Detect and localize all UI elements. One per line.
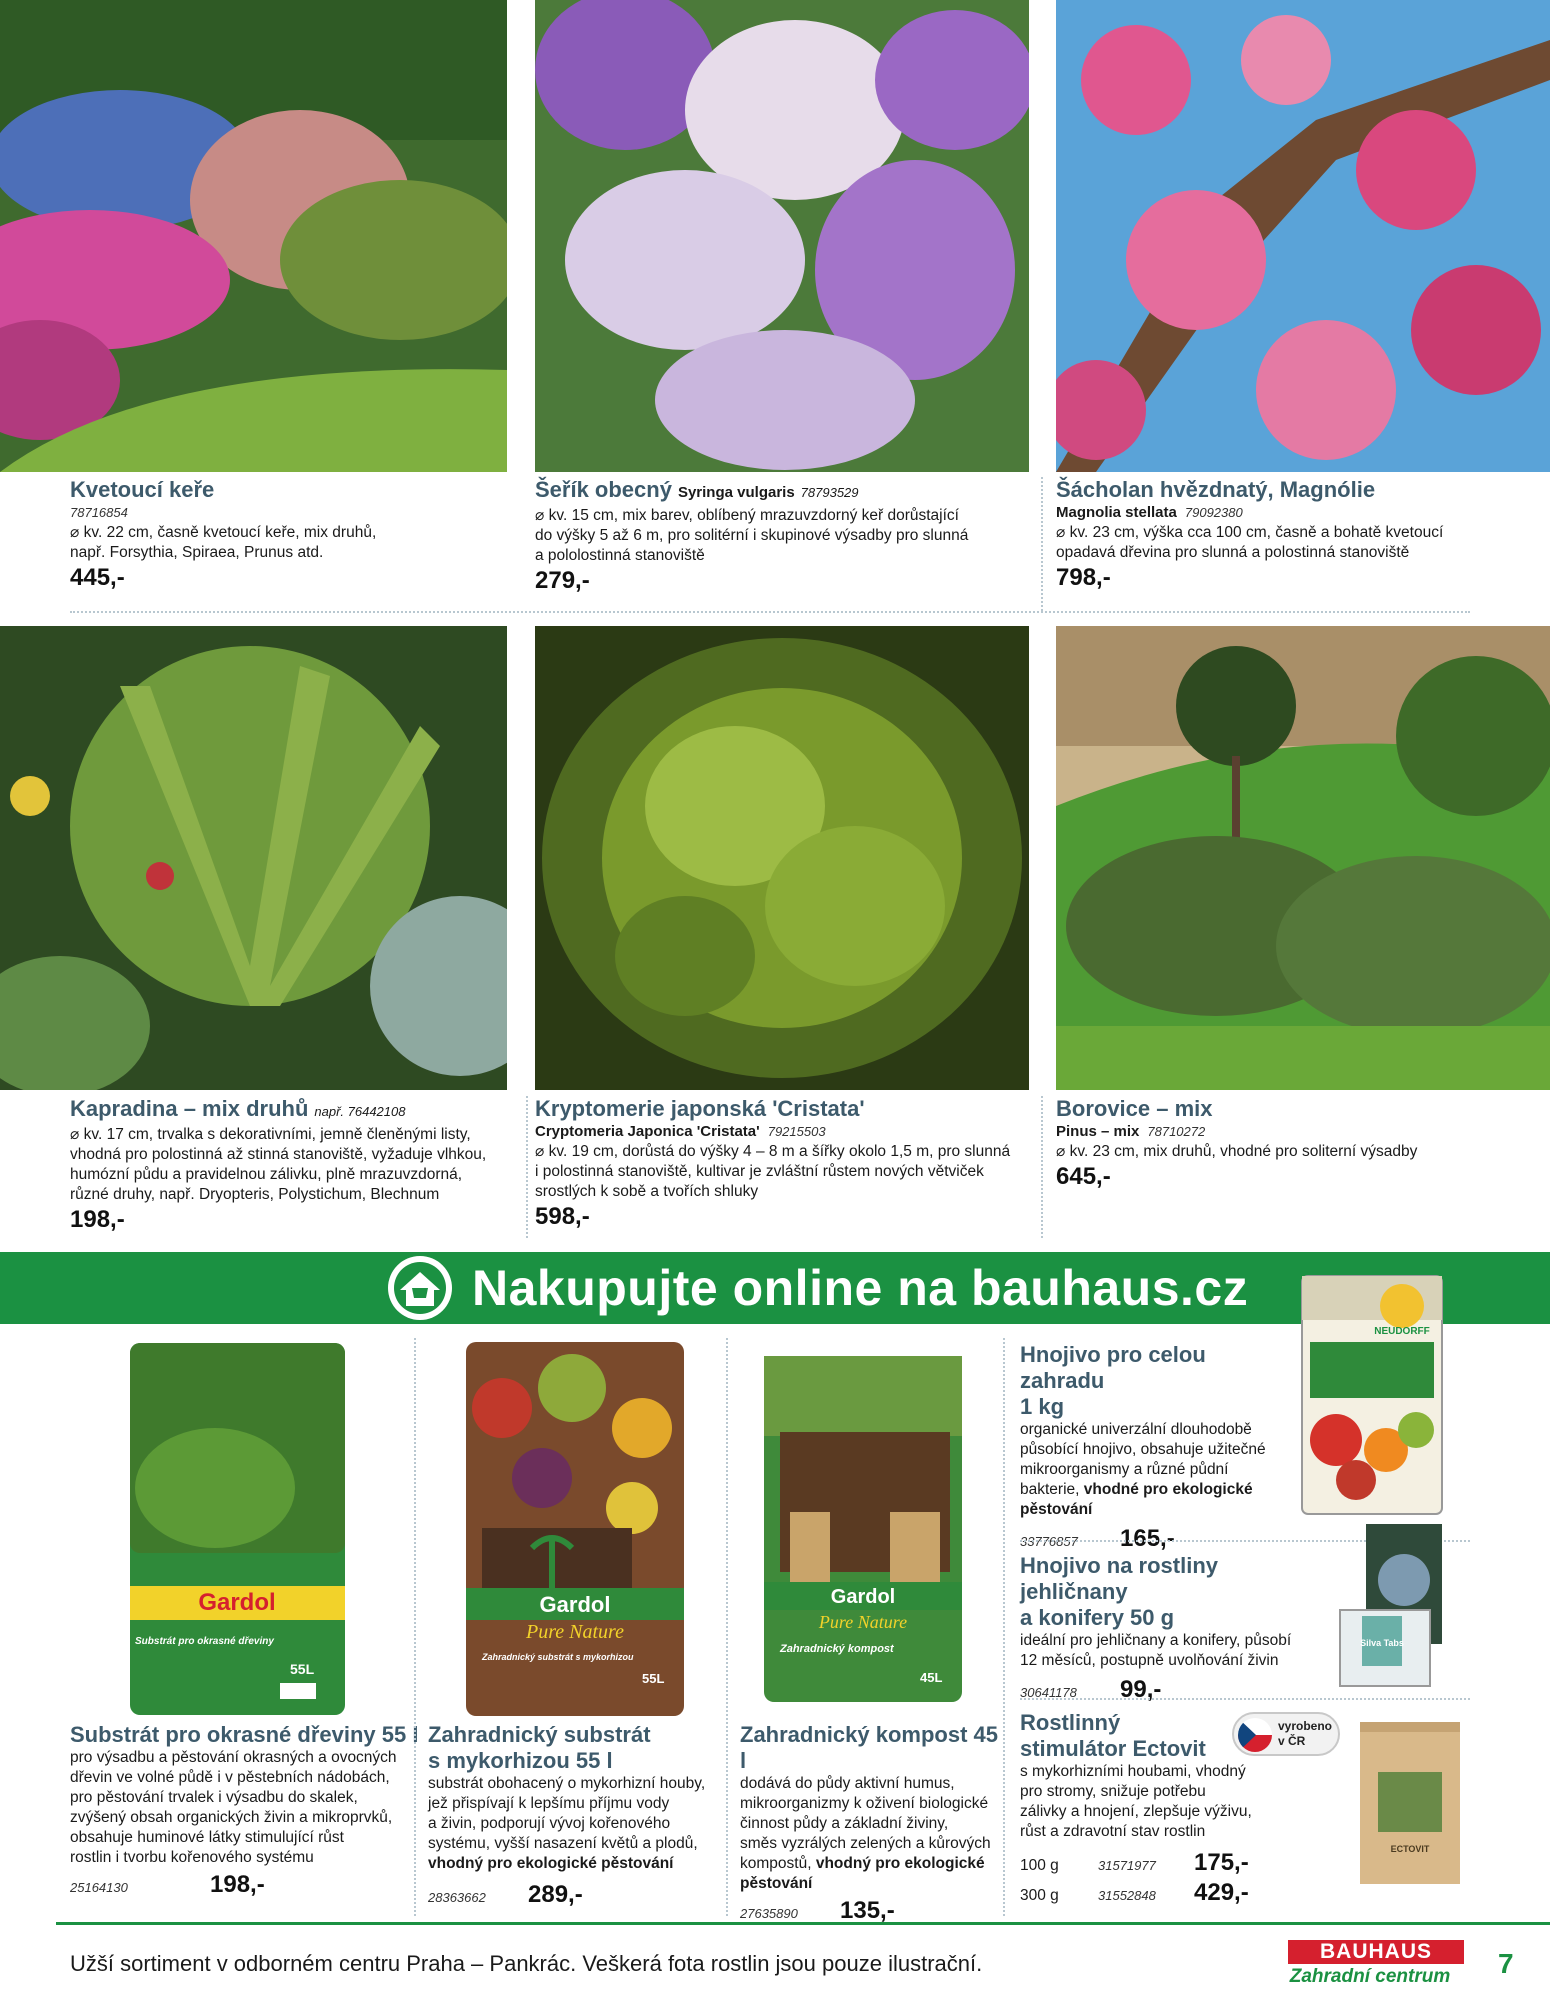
product-hnojivo-zahrada [1020, 1342, 1292, 1554]
ectovit-pouch [1354, 1712, 1466, 1890]
product-code: 25164130 [70, 1880, 128, 1895]
product-desc: pro výsadbu a pěstování okrasných a ovocných dřevin ve volné půdě i v pěstebních nádobách, pro pěstování trvalek i výsadbu do skalek, zvýšený obsah organických živin a mikroprvků, obsahuje huminové látky stimulující růst rostlin i tvorbu kořenového systému [70, 1749, 397, 1866]
cryptomeria-photo [535, 626, 1029, 1090]
magnolia-photo [1056, 0, 1550, 472]
product-price: 289,- [528, 1881, 583, 1908]
product-kryptomerie [535, 1096, 1045, 1232]
product-price: 445,- [70, 564, 125, 591]
divider [726, 1338, 728, 1916]
divider [1020, 1698, 1470, 1700]
bauhaus-logo: BAUHAUS [1288, 1940, 1464, 1964]
product-latin-name: Cryptomeria Japonica 'Cristata' [535, 1123, 760, 1140]
product-substrat-mykorhiza [428, 1722, 728, 1910]
product-desc: ⌀ kv. 23 cm, mix druhů, vhodné pro soliterní výsadby [1056, 1143, 1418, 1160]
product-price: 135,- [840, 1897, 895, 1924]
badge-text: vyrobeno v ČR [1278, 1719, 1333, 1748]
product-name: Borovice – mix [1056, 1096, 1213, 1121]
product-latin-name: Magnolia stellata [1056, 504, 1177, 521]
fern-photo [0, 626, 507, 1090]
product-code: např. 76442108 [314, 1104, 406, 1119]
product-price: 198,- [210, 1871, 265, 1898]
product-code: 33776857 [1020, 1534, 1078, 1549]
product-desc: ideální pro jehličnany a konifery, působí 12 měsíců, postupně uvolňování živin [1020, 1632, 1292, 1669]
product-code: 78710272 [1147, 1124, 1206, 1139]
product-price: 198,- [70, 1206, 125, 1233]
package-volume: 55L [642, 1671, 665, 1686]
product-price: 99,- [1120, 1676, 1162, 1703]
ectovit-label: ECTOVIT [1390, 1844, 1430, 1854]
package-label: Zahradnický kompost [780, 1643, 894, 1655]
product-name: Kryptomerie japonská 'Cristata' [535, 1096, 865, 1121]
divider [1041, 477, 1043, 611]
banner-text[interactable]: Nakupujte online na bauhaus.cz [472, 1260, 1249, 1316]
product-code: 27635890 [740, 1906, 798, 1921]
variant-row: 100 g 31571977 175,- [1020, 1849, 1249, 1876]
page-number: 7 [1498, 1948, 1514, 1979]
divider [70, 611, 1470, 613]
product-code: 79092380 [1184, 505, 1243, 520]
product-price: 598,- [535, 1203, 590, 1230]
product-name: Zahradnický substrát s mykorhizou 55 l [428, 1722, 651, 1773]
product-name: Kapradina – mix druhů [70, 1096, 309, 1121]
product-desc: substrát obohacený o mykorhizní houby, jež přispívají k lepšímu příjmu vody a živin, podporují vývoj kořenového systému, vyšší nasazení květů a plodů, vhodný pro ekologické pěstování [428, 1775, 706, 1872]
product-name: Kvetoucí keře [70, 477, 215, 502]
neudorff-fertilizer-box [1296, 1270, 1448, 1520]
product-code: 30641178 [1020, 1685, 1077, 1700]
product-desc: ⌀ kv. 15 cm, mix barev, oblíbený mrazuvzdorný keř dorůstající do výšky 5 až 6 m, pro solitérní i skupinové výsadby pro slunná a pololostinná stanoviště [535, 507, 969, 564]
product-name: Šácholan hvězdnatý, Magnólie [1056, 477, 1376, 502]
product-sacholan [1056, 477, 1546, 593]
silva-label: Silva Tabs [1360, 1638, 1404, 1648]
product-code: 78793529 [800, 485, 859, 500]
pure-nature-label: Pure Nature [818, 1612, 908, 1632]
compost-bag [760, 1352, 966, 1706]
lilac-photo [535, 0, 1029, 472]
product-kvetouci-kere [70, 477, 510, 593]
gardol-brand-label: Gardol [198, 1589, 276, 1616]
footer-divider [56, 1922, 1550, 1925]
product-price: 165,- [1120, 1525, 1175, 1552]
neudorff-label: NEUDORFF [1374, 1326, 1430, 1337]
product-price: 645,- [1056, 1163, 1111, 1190]
product-desc: s mykorhizními houbami, vhodný pro stromy, snižuje potřebu zálivky a hnojení, zlepšuje výživu, růst a zdravotní stav rostlin [1020, 1763, 1252, 1840]
footer-note: Užší sortiment v odborném centru Praha – Pankrác. Veškerá fota rostlin jsou pouze ilustrační. [70, 1951, 983, 1976]
product-code: 78716854 [70, 505, 128, 520]
product-price: 798,- [1056, 564, 1111, 591]
product-name: Substrát pro okrasné dřeviny 55 l [70, 1722, 419, 1747]
product-desc: ⌀ kv. 19 cm, dorůstá do výšky 4 – 8 m a šířky okolo 1,5 m, pro slunná i polostinná stanoviště, kultivar je zvláštní růstem nových větviček srostlých k sobě a tvořích shluky [535, 1143, 1011, 1200]
package-label: Zahradnický substrát s mykorhizou [482, 1652, 634, 1662]
product-code: 28363662 [428, 1890, 486, 1905]
product-borovice [1056, 1096, 1546, 1192]
product-desc: ⌀ kv. 17 cm, trvalka s dekorativními, jemně členěnými listy, vhodná pro polostinná až stinná stanoviště, vyžaduje vlhkou, humózní půdu a pravidelnou zálivku, plně mrazuvzdorná, různé druhy, např. Dryopteris, Polystichum, Blechnum [70, 1126, 487, 1203]
product-kompost [740, 1722, 1010, 1926]
cart-logo-icon [380, 1254, 460, 1322]
gardol-substrate-bag [125, 1338, 350, 1720]
divider [414, 1338, 416, 1916]
product-substrat-okrasne [70, 1722, 430, 1900]
product-kapradina [70, 1096, 530, 1235]
product-latin-name: Pinus – mix [1056, 1123, 1140, 1140]
divider [1003, 1338, 1005, 1916]
czech-flag-icon [1238, 1718, 1272, 1752]
zahradni-centrum-logo: Zahradní centrum [1289, 1966, 1451, 1987]
divider [1041, 1096, 1043, 1238]
product-desc: ⌀ kv. 22 cm, časně kvetoucí keře, mix druhů, např. Forsythia, Spiraea, Prunus atd. [70, 524, 377, 561]
package-volume: 45L [920, 1670, 943, 1685]
product-name: Zahradnický kompost 45 l [740, 1722, 998, 1773]
product-latin-name: Syringa vulgaris [677, 484, 795, 501]
product-name: Šeřík obecný [535, 477, 672, 502]
package-label: Substrát pro okrasné dřeviny [135, 1636, 274, 1647]
pine-photo [1056, 626, 1550, 1090]
product-desc: organické univerzální dlouhodobě působící hnojivo, obsahuje užitečné mikroorganismy a různé půdní bakterie, vhodné pro ekologické pěstování [1020, 1421, 1266, 1518]
product-desc: ⌀ kv. 23 cm, výška cca 100 cm, časně a bohatě kvetoucí opadavá dřevina pro slunná a polostinná stanoviště [1056, 524, 1444, 561]
gardol-brand-label: Gardol [830, 1586, 896, 1608]
flowering-shrubs-photo [0, 0, 507, 472]
mycorrhiza-substrate-bag [462, 1338, 688, 1720]
product-name: Hnojivo pro celou zahradu 1 kg [1020, 1342, 1206, 1419]
silva-tabs-box [1336, 1520, 1446, 1690]
pure-nature-label: Pure Nature [526, 1621, 624, 1643]
product-price: 279,- [535, 567, 590, 594]
product-name: Rostlinný stimulátor Ectovit [1020, 1710, 1206, 1761]
product-name: Hnojivo na rostliny jehličnany a konifery 50 g [1020, 1553, 1219, 1630]
made-in-cz-badge [1232, 1712, 1340, 1756]
variant-row: 300 g 31552848 429,- [1020, 1879, 1249, 1906]
product-code: 79215503 [767, 1124, 826, 1139]
divider [526, 1096, 528, 1238]
product-serik-obecny [535, 477, 1045, 596]
product-desc: dodává do půdy aktivní humus, mikroorganizmy k oživení biologické činnost půdy a základní živiny, směs vyzrálých zelených a kůrových kompostů, vhodný pro ekologické pěstování [740, 1775, 991, 1892]
package-volume: 55L [290, 1661, 315, 1677]
gardol-brand-label: Gardol [539, 1592, 611, 1617]
product-hnojivo-jehlicnany [1020, 1553, 1320, 1705]
